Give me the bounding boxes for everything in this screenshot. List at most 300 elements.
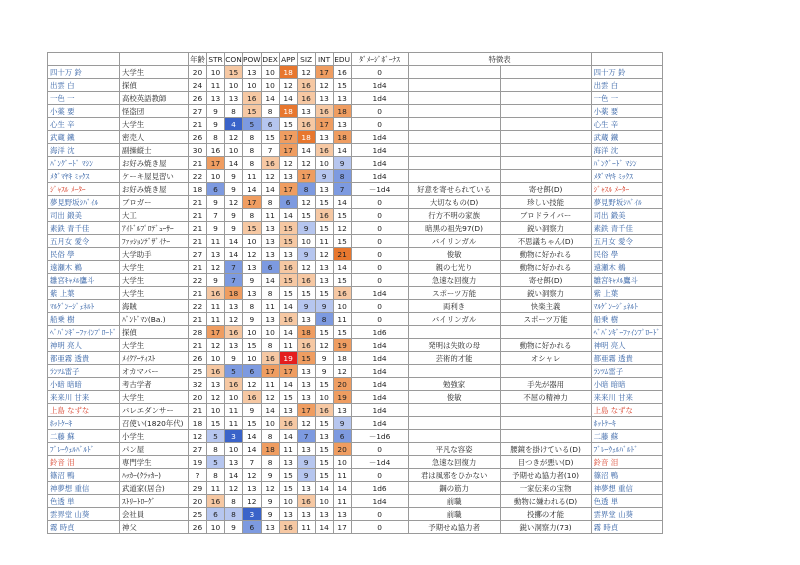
stat-cell: 6 bbox=[261, 261, 279, 274]
damage-bonus: －1d4 bbox=[351, 183, 408, 196]
table-row bbox=[48, 222, 663, 235]
stat-cell: 12 bbox=[225, 313, 243, 326]
character-name-repeat: ﾍﾞﾊﾞﾝｷﾞｰﾌｧｲﾝﾌﾟﾛｰﾄﾞ bbox=[591, 326, 663, 339]
stat-cell: 5 bbox=[243, 118, 262, 131]
stat-cell: 16 bbox=[297, 92, 315, 105]
col-header bbox=[591, 53, 663, 66]
stat-cell: 9 bbox=[207, 118, 225, 131]
character-name-repeat: 雛宮ｷｬﾒﾙ鷹斗 bbox=[591, 274, 663, 287]
stat-cell: 17 bbox=[207, 157, 225, 170]
stat-cell: 10 bbox=[225, 391, 243, 404]
stat-cell: 7 bbox=[225, 261, 243, 274]
table-row bbox=[48, 209, 663, 222]
col-header bbox=[48, 53, 120, 66]
character-age: 18 bbox=[189, 417, 207, 430]
trait-1: 好意を寄せられている bbox=[408, 183, 500, 196]
stat-cell: 8 bbox=[243, 157, 262, 170]
stat-cell: 11 bbox=[279, 443, 297, 456]
stat-cell: 12 bbox=[297, 417, 315, 430]
stat-cell: 10 bbox=[207, 521, 225, 534]
character-name: 遠瀬木 鵜 bbox=[48, 261, 120, 274]
trait-1: 予期せぬ協力者 bbox=[408, 521, 500, 534]
table-row bbox=[48, 261, 663, 274]
stat-cell: 13 bbox=[333, 92, 351, 105]
stat-cell: 12 bbox=[297, 66, 315, 79]
stat-cell: 14 bbox=[333, 261, 351, 274]
damage-bonus: 1d4 bbox=[351, 92, 408, 105]
stat-cell: 9 bbox=[243, 274, 262, 287]
stat-cell: 13 bbox=[261, 521, 279, 534]
stat-cell: 8 bbox=[261, 456, 279, 469]
character-job: ｽﾄﾘｰﾄﾛｰｸﾞ bbox=[120, 495, 189, 508]
stat-cell: 10 bbox=[279, 495, 297, 508]
stat-cell: 15 bbox=[279, 391, 297, 404]
character-age: 21 bbox=[189, 196, 207, 209]
character-age: 21 bbox=[189, 261, 207, 274]
stat-cell: 13 bbox=[207, 378, 225, 391]
stat-cell: 18 bbox=[333, 352, 351, 365]
character-name-repeat: 武蔵 鐵 bbox=[591, 131, 663, 144]
table-row bbox=[48, 339, 663, 352]
trait-2: 不思議ちゃん(D) bbox=[500, 235, 591, 248]
trait-1: 平凡な容姿 bbox=[408, 443, 500, 456]
stat-cell: 13 bbox=[315, 92, 333, 105]
stat-cell: 11 bbox=[207, 300, 225, 313]
trait-2: 一家伝来の宝物 bbox=[500, 482, 591, 495]
stat-cell: 10 bbox=[315, 391, 333, 404]
character-job: ﾌｧｯｼｮﾝﾃﾞｻﾞｲﾅｰ bbox=[120, 235, 189, 248]
table-row bbox=[48, 235, 663, 248]
table-row bbox=[48, 183, 663, 196]
trait-2: 投擲の才能 bbox=[500, 508, 591, 521]
stat-cell: 11 bbox=[207, 79, 225, 92]
stat-cell: 11 bbox=[243, 170, 262, 183]
stat-cell: 6 bbox=[207, 183, 225, 196]
stat-cell: 13 bbox=[261, 235, 279, 248]
stat-cell: 11 bbox=[207, 482, 225, 495]
stat-cell: 10 bbox=[243, 235, 262, 248]
damage-bonus: 0 bbox=[351, 274, 408, 287]
stat-cell: 13 bbox=[261, 313, 279, 326]
stat-cell: 16 bbox=[207, 495, 225, 508]
stat-cell: 13 bbox=[225, 300, 243, 313]
trait-2: 珍しい技能 bbox=[500, 196, 591, 209]
stat-cell: 7 bbox=[261, 144, 279, 157]
stat-cell: 9 bbox=[333, 417, 351, 430]
trait-1 bbox=[408, 430, 500, 443]
trait-2: 動物に好かれる bbox=[500, 261, 591, 274]
stat-cell: 9 bbox=[333, 157, 351, 170]
character-name: 海洋 沈 bbox=[48, 144, 120, 157]
stat-cell: 15 bbox=[279, 118, 297, 131]
damage-bonus: 1d6 bbox=[351, 482, 408, 495]
character-job: 大学生 bbox=[120, 339, 189, 352]
stat-cell: 15 bbox=[315, 326, 333, 339]
stat-cell: 13 bbox=[297, 365, 315, 378]
stat-cell: 13 bbox=[261, 222, 279, 235]
stat-cell: 8 bbox=[225, 495, 243, 508]
trait-1: スポーツ万能 bbox=[408, 287, 500, 300]
stat-cell: 8 bbox=[243, 300, 262, 313]
character-name: 五月女 愛令 bbox=[48, 235, 120, 248]
stat-cell: 9 bbox=[225, 183, 243, 196]
character-name: 心生 辛 bbox=[48, 118, 120, 131]
character-job: 神父 bbox=[120, 521, 189, 534]
stat-cell: 5 bbox=[207, 456, 225, 469]
character-age: 21 bbox=[189, 313, 207, 326]
table-row bbox=[48, 521, 663, 534]
stat-cell: 14 bbox=[315, 521, 333, 534]
stat-cell: 10 bbox=[207, 170, 225, 183]
trait-1 bbox=[408, 92, 500, 105]
character-name-repeat: 鈴音 泪 bbox=[591, 456, 663, 469]
stat-cell: 17 bbox=[333, 521, 351, 534]
stat-cell: 10 bbox=[243, 326, 262, 339]
trait-2 bbox=[500, 404, 591, 417]
stat-cell: 10 bbox=[261, 326, 279, 339]
stat-cell: 6 bbox=[261, 118, 279, 131]
character-job: 副操縦士 bbox=[120, 144, 189, 157]
stat-cell: 10 bbox=[333, 456, 351, 469]
trait-1: 大切なもの(D) bbox=[408, 196, 500, 209]
trait-1 bbox=[408, 404, 500, 417]
character-name: 神明 亮人 bbox=[48, 339, 120, 352]
trait-2 bbox=[500, 105, 591, 118]
character-age: 21 bbox=[189, 287, 207, 300]
trait-1 bbox=[408, 118, 500, 131]
character-job: 召使い(1820年代) bbox=[120, 417, 189, 430]
stat-cell: 13 bbox=[279, 170, 297, 183]
table-row bbox=[48, 79, 663, 92]
stat-cell: 9 bbox=[315, 352, 333, 365]
stat-cell: 16 bbox=[207, 287, 225, 300]
stat-cell: 11 bbox=[207, 313, 225, 326]
character-age: 26 bbox=[189, 352, 207, 365]
trait-2 bbox=[500, 157, 591, 170]
stat-cell: 12 bbox=[243, 495, 262, 508]
trait-2: 鋭い洞察力 bbox=[500, 287, 591, 300]
stat-cell: 8 bbox=[243, 209, 262, 222]
stat-cell: 15 bbox=[279, 222, 297, 235]
stat-cell: 15 bbox=[315, 469, 333, 482]
table-row bbox=[48, 170, 663, 183]
stat-cell: 8 bbox=[297, 183, 315, 196]
stat-cell: 17 bbox=[207, 326, 225, 339]
stat-cell: 11 bbox=[225, 417, 243, 430]
character-name-repeat: 雲界堂 山葵 bbox=[591, 508, 663, 521]
trait-2 bbox=[500, 79, 591, 92]
stat-cell: 8 bbox=[207, 469, 225, 482]
stat-cell: 12 bbox=[315, 339, 333, 352]
stat-cell: 14 bbox=[333, 144, 351, 157]
character-job: 考古学者 bbox=[120, 378, 189, 391]
col-header-con: CON bbox=[225, 54, 242, 64]
stat-cell: 15 bbox=[279, 482, 297, 495]
character-age: 30 bbox=[189, 144, 207, 157]
damage-bonus: 1d4 bbox=[351, 79, 408, 92]
stat-cell: 14 bbox=[225, 248, 243, 261]
stat-cell: 13 bbox=[279, 404, 297, 417]
stat-cell: 8 bbox=[333, 170, 351, 183]
character-job: ﾒｲｸｱｰﾃｨｽﾄ bbox=[120, 352, 189, 365]
character-name-repeat: 四十万 鈴 bbox=[591, 66, 663, 79]
character-job: バレエダンサー bbox=[120, 404, 189, 417]
character-job: 大学生 bbox=[120, 261, 189, 274]
stat-cell: 16 bbox=[297, 118, 315, 131]
trait-1: 鋼の筋力 bbox=[408, 482, 500, 495]
stat-cell: 5 bbox=[207, 430, 225, 443]
stat-cell: 9 bbox=[315, 300, 333, 313]
stat-cell: 16 bbox=[261, 157, 279, 170]
stat-cell: 9 bbox=[297, 222, 315, 235]
stat-cell: 15 bbox=[207, 417, 225, 430]
col-header-pow: POW bbox=[243, 54, 261, 64]
stat-cell: 15 bbox=[297, 209, 315, 222]
stat-cell: 9 bbox=[297, 469, 315, 482]
trait-2: 腰鏡を掛けている(D) bbox=[500, 443, 591, 456]
character-age: 21 bbox=[189, 339, 207, 352]
stat-cell: 14 bbox=[279, 209, 297, 222]
stat-cell: 16 bbox=[297, 495, 315, 508]
stat-cell: 10 bbox=[261, 79, 279, 92]
stat-cell: 9 bbox=[225, 352, 243, 365]
character-age: 32 bbox=[189, 378, 207, 391]
stat-cell: 10 bbox=[243, 79, 262, 92]
stat-cell: 9 bbox=[207, 196, 225, 209]
stat-cell: 15 bbox=[333, 79, 351, 92]
stat-cell: 15 bbox=[261, 131, 279, 144]
stat-cell: 14 bbox=[333, 196, 351, 209]
stat-cell: 10 bbox=[207, 404, 225, 417]
stat-cell: 8 bbox=[261, 287, 279, 300]
character-job: 探偵 bbox=[120, 326, 189, 339]
table-row bbox=[48, 313, 663, 326]
stat-cell: 8 bbox=[243, 131, 262, 144]
stat-cell: 10 bbox=[315, 157, 333, 170]
character-age: 21 bbox=[189, 404, 207, 417]
stat-cell: 14 bbox=[297, 144, 315, 157]
stat-cell: 17 bbox=[279, 183, 297, 196]
col-header-damage-bonus: ﾀﾞﾒｰｼﾞﾎﾞｰﾅｽ bbox=[351, 53, 408, 66]
table-body bbox=[48, 66, 663, 534]
character-name-repeat: 来来川 甘来 bbox=[591, 391, 663, 404]
trait-2: ブロドライバー bbox=[500, 209, 591, 222]
character-name-repeat: 神明 亮人 bbox=[591, 339, 663, 352]
trait-1: バイリンガル bbox=[408, 313, 500, 326]
character-name-repeat: 一色 一 bbox=[591, 92, 663, 105]
character-name: 武蔵 鐵 bbox=[48, 131, 120, 144]
character-name: 雲界堂 山葵 bbox=[48, 508, 120, 521]
damage-bonus: 0 bbox=[351, 209, 408, 222]
stat-cell: 11 bbox=[207, 235, 225, 248]
character-age: 25 bbox=[189, 365, 207, 378]
stat-cell: 13 bbox=[297, 378, 315, 391]
character-name-repeat: 紫 上葉 bbox=[591, 287, 663, 300]
character-name-repeat: 素鉄 青千佳 bbox=[591, 222, 663, 235]
trait-1 bbox=[408, 417, 500, 430]
table-row bbox=[48, 131, 663, 144]
character-age: 18 bbox=[189, 183, 207, 196]
character-name-repeat: 司出 鍛美 bbox=[591, 209, 663, 222]
character-name: 色透 単 bbox=[48, 495, 120, 508]
damage-bonus: 0 bbox=[351, 105, 408, 118]
table-row bbox=[48, 417, 663, 430]
stat-cell: 16 bbox=[279, 417, 297, 430]
trait-2: スポーツ万能 bbox=[500, 313, 591, 326]
stat-cell: 16 bbox=[333, 287, 351, 300]
stat-cell: 9 bbox=[207, 222, 225, 235]
character-name: 篠沼 鴨 bbox=[48, 469, 120, 482]
stat-cell: 16 bbox=[315, 404, 333, 417]
character-age: 21 bbox=[189, 118, 207, 131]
stat-cell: 13 bbox=[297, 391, 315, 404]
character-job: 大学生 bbox=[120, 66, 189, 79]
character-name-repeat: 海洋 沈 bbox=[591, 144, 663, 157]
stat-cell: 13 bbox=[315, 131, 333, 144]
character-name-repeat: ﾗﾝﾂﾑ雷子 bbox=[591, 365, 663, 378]
trait-1 bbox=[408, 365, 500, 378]
stat-cell: 8 bbox=[207, 443, 225, 456]
stat-cell: 11 bbox=[261, 209, 279, 222]
stat-cell: 15 bbox=[243, 339, 262, 352]
trait-1: 暗黒の祖先97(D) bbox=[408, 222, 500, 235]
stat-cell: 10 bbox=[207, 66, 225, 79]
character-job: 密売人 bbox=[120, 131, 189, 144]
stat-cell: 6 bbox=[243, 365, 262, 378]
stat-cell: 3 bbox=[225, 430, 243, 443]
stat-cell: 14 bbox=[243, 430, 262, 443]
stat-cell: 10 bbox=[225, 443, 243, 456]
character-age: ? bbox=[189, 469, 207, 482]
stat-cell: 7 bbox=[333, 183, 351, 196]
stat-cell: 12 bbox=[207, 261, 225, 274]
stat-cell: 15 bbox=[333, 235, 351, 248]
damage-bonus: 1d4 bbox=[351, 170, 408, 183]
character-name-repeat: 篠沼 鴨 bbox=[591, 469, 663, 482]
stat-cell: 5 bbox=[225, 365, 243, 378]
character-job: 大学生 bbox=[120, 118, 189, 131]
character-name: ﾌﾞﾚｰｳｪﾙﾊﾞﾙﾄﾞ bbox=[48, 443, 120, 456]
damage-bonus: 0 bbox=[351, 235, 408, 248]
character-name: 一色 一 bbox=[48, 92, 120, 105]
character-name-repeat: 五月女 愛令 bbox=[591, 235, 663, 248]
damage-bonus: 0 bbox=[351, 313, 408, 326]
table-row bbox=[48, 469, 663, 482]
stat-cell: 17 bbox=[297, 404, 315, 417]
table-row bbox=[48, 92, 663, 105]
character-job: 怪盗団 bbox=[120, 105, 189, 118]
stat-cell: 18 bbox=[279, 105, 297, 118]
character-age: 22 bbox=[189, 274, 207, 287]
trait-2 bbox=[500, 417, 591, 430]
stat-cell: 8 bbox=[261, 339, 279, 352]
character-age: 27 bbox=[189, 105, 207, 118]
damage-bonus: 1d4 bbox=[351, 404, 408, 417]
trait-1 bbox=[408, 170, 500, 183]
col-header-traits: 特徴表 bbox=[408, 53, 591, 66]
stat-cell: 10 bbox=[225, 79, 243, 92]
character-name: ﾏﾙｹﾞﾝｰｼﾞｪﾈﾙﾄ bbox=[48, 300, 120, 313]
stat-cell: 3 bbox=[243, 508, 262, 521]
damage-bonus: 1d6 bbox=[351, 326, 408, 339]
table-row bbox=[48, 404, 663, 417]
stat-cell: 15 bbox=[297, 352, 315, 365]
character-name-repeat: ﾌﾞﾚｰｳｪﾙﾊﾞﾙﾄﾞ bbox=[591, 443, 663, 456]
stat-cell: 6 bbox=[243, 521, 262, 534]
stat-cell: 8 bbox=[261, 196, 279, 209]
stat-cell: 15 bbox=[279, 235, 297, 248]
stat-cell: 13 bbox=[243, 261, 262, 274]
stat-cell: 11 bbox=[261, 378, 279, 391]
stat-cell: 8 bbox=[261, 430, 279, 443]
damage-bonus: 0 bbox=[351, 222, 408, 235]
stat-cell: 17 bbox=[261, 365, 279, 378]
stat-cell: 12 bbox=[297, 157, 315, 170]
stat-cell: 14 bbox=[333, 482, 351, 495]
stat-cell: 9 bbox=[261, 469, 279, 482]
character-name: ﾗﾝﾂﾑ雷子 bbox=[48, 365, 120, 378]
character-name: 紫 上葉 bbox=[48, 287, 120, 300]
character-name: 四十万 鈴 bbox=[48, 66, 120, 79]
stat-cell: 13 bbox=[297, 508, 315, 521]
trait-1: 前職 bbox=[408, 508, 500, 521]
trait-2: 快楽主義 bbox=[500, 300, 591, 313]
stat-cell: 15 bbox=[315, 222, 333, 235]
stat-cell: 12 bbox=[297, 261, 315, 274]
trait-2: 動物に好かれる bbox=[500, 339, 591, 352]
character-name: 雛宮ｷｬﾒﾙ鷹斗 bbox=[48, 274, 120, 287]
character-name-repeat: 都亜霧 透貴 bbox=[591, 352, 663, 365]
stat-cell: 18 bbox=[297, 131, 315, 144]
stat-cell: 15 bbox=[225, 66, 243, 79]
stat-cell: 18 bbox=[279, 66, 297, 79]
stat-cell: 13 bbox=[333, 118, 351, 131]
damage-bonus: 1d4 bbox=[351, 365, 408, 378]
stat-cell: 12 bbox=[207, 391, 225, 404]
stat-cell: 10 bbox=[207, 352, 225, 365]
character-job: 大学生 bbox=[120, 391, 189, 404]
table-row bbox=[48, 378, 663, 391]
trait-2 bbox=[500, 66, 591, 79]
stat-cell: 15 bbox=[279, 469, 297, 482]
character-sheet-table bbox=[47, 52, 663, 534]
damage-bonus: －1d4 bbox=[351, 456, 408, 469]
character-name-repeat: ﾒﾀﾞﾏﾔｷ ﾐｯｸｽ bbox=[591, 170, 663, 183]
stat-cell: 11 bbox=[333, 469, 351, 482]
stat-cell: 9 bbox=[243, 313, 262, 326]
stat-cell: 17 bbox=[279, 131, 297, 144]
character-job: 大学生 bbox=[120, 274, 189, 287]
stat-cell: 16 bbox=[315, 209, 333, 222]
stat-cell: 11 bbox=[333, 495, 351, 508]
stat-cell: 16 bbox=[297, 274, 315, 287]
stat-cell: 16 bbox=[333, 66, 351, 79]
trait-2 bbox=[500, 326, 591, 339]
stat-cell: 13 bbox=[261, 248, 279, 261]
stat-cell: 19 bbox=[333, 339, 351, 352]
stat-cell: 14 bbox=[315, 482, 333, 495]
stat-cell: 15 bbox=[315, 287, 333, 300]
stat-cell: 16 bbox=[315, 144, 333, 157]
character-name: 素鉄 青千佳 bbox=[48, 222, 120, 235]
character-name: ﾎｯﾄｹｰｷ bbox=[48, 417, 120, 430]
character-name-repeat: 霧 時貞 bbox=[591, 521, 663, 534]
stat-cell: 18 bbox=[333, 105, 351, 118]
character-name-repeat: 色透 単 bbox=[591, 495, 663, 508]
stat-cell: 9 bbox=[243, 404, 262, 417]
stat-cell: 11 bbox=[333, 313, 351, 326]
trait-2 bbox=[500, 365, 591, 378]
